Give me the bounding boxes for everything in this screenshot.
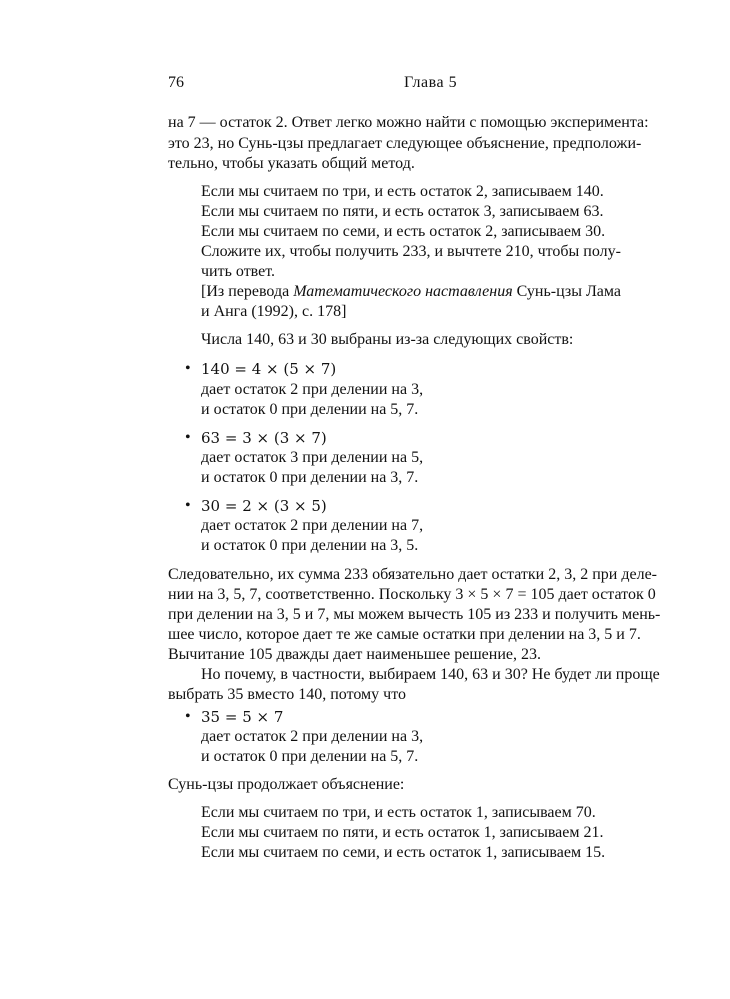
- quote-line: Если мы считаем по три, и есть остаток 2, записываем 140.: [201, 183, 604, 200]
- text-line: Следовательно, их сумма 233 обязательно дает остатки 2, 3, 2 при деле-: [168, 566, 658, 583]
- bullet-icon: •: [185, 429, 191, 446]
- citation-suffix: Сунь-цзы Лама: [512, 283, 622, 300]
- quote-line: Если мы считаем по пяти, и есть остаток 3, записываем 63.: [201, 203, 604, 220]
- page-number: 76: [168, 74, 184, 91]
- text-line: шее число, которое дает те же самые остатки при делении на 3, 5 и 7.: [168, 626, 641, 643]
- formula: 30 = 2 × (3 × 5): [201, 497, 327, 515]
- quote-line: чить ответ.: [201, 263, 276, 280]
- text-line: тельно, чтобы указать общий метод.: [168, 155, 415, 172]
- text-line: и остаток 0 при делении на 3, 7.: [201, 469, 419, 486]
- text-line: Числа 140, 63 и 30 выбраны из-за следующих свойств:: [201, 331, 574, 348]
- quote-line: Если мы считаем по семи, и есть остаток 2, записываем 30.: [201, 223, 606, 240]
- text-line: Но почему, в частности, выбираем 140, 63 и 30? Не будет ли проще: [201, 666, 660, 683]
- quote-line: Если мы считаем по семи, и есть остаток 1, записываем 15.: [201, 844, 606, 861]
- citation-title: Математического наставления: [293, 283, 513, 300]
- text-line: и остаток 0 при делении на 5, 7.: [201, 748, 419, 765]
- quote-line: Если мы считаем по пяти, и есть остаток 1, записываем 21.: [201, 824, 604, 841]
- running-header: [168, 74, 696, 98]
- text-line: это 23, но Сунь-цзы предлагает следующее объяснение, предположи-: [168, 135, 642, 152]
- text-line: при делении на 3, 5 и 7, мы можем вычесть 105 из 233 и получить мень-: [168, 606, 661, 623]
- text-line: дает остаток 3 при делении на 5,: [201, 449, 424, 466]
- quote-line: Сложите их, чтобы получить 233, и вычтете 210, чтобы полу-: [201, 243, 621, 260]
- text-line: нии на 3, 5, 7, соответственно. Поскольку 3 × 5 × 7 = 105 дает остаток 0: [168, 586, 656, 603]
- text-line: на 7 — остаток 2. Ответ легко можно найти с помощью эксперимента:: [168, 114, 649, 131]
- text-line: выбрать 35 вместо 140, потому что: [168, 686, 406, 703]
- quote-line: Если мы считаем по три, и есть остаток 1, записываем 70.: [201, 804, 596, 821]
- bullet-icon: •: [185, 497, 191, 514]
- text-line: Вычитание 105 дважды дает наименьшее решение, 23.: [168, 646, 541, 663]
- text-line: и остаток 0 при делении на 5, 7.: [201, 401, 419, 418]
- formula: 35 = 5 × 7: [201, 708, 284, 726]
- text-line: Сунь-цзы продолжает объяснение:: [168, 776, 405, 793]
- text-line: дает остаток 2 при делении на 3,: [201, 728, 424, 745]
- chapter-title: Глава 5: [404, 74, 458, 91]
- text-line: дает остаток 2 при делении на 7,: [201, 517, 424, 534]
- citation-prefix: [Из перевода: [201, 283, 294, 300]
- formula: 140 = 4 × (5 × 7): [201, 360, 337, 378]
- bullet-icon: •: [185, 708, 191, 725]
- formula: 63 = 3 × (3 × 7): [201, 429, 327, 447]
- text-line: и остаток 0 при делении на 3, 5.: [201, 537, 419, 554]
- text-line: дает остаток 2 при делении на 3,: [201, 381, 424, 398]
- bullet-icon: •: [185, 360, 191, 377]
- citation: [201, 282, 621, 302]
- citation-line: и Анга (1992), с. 178]: [201, 303, 347, 320]
